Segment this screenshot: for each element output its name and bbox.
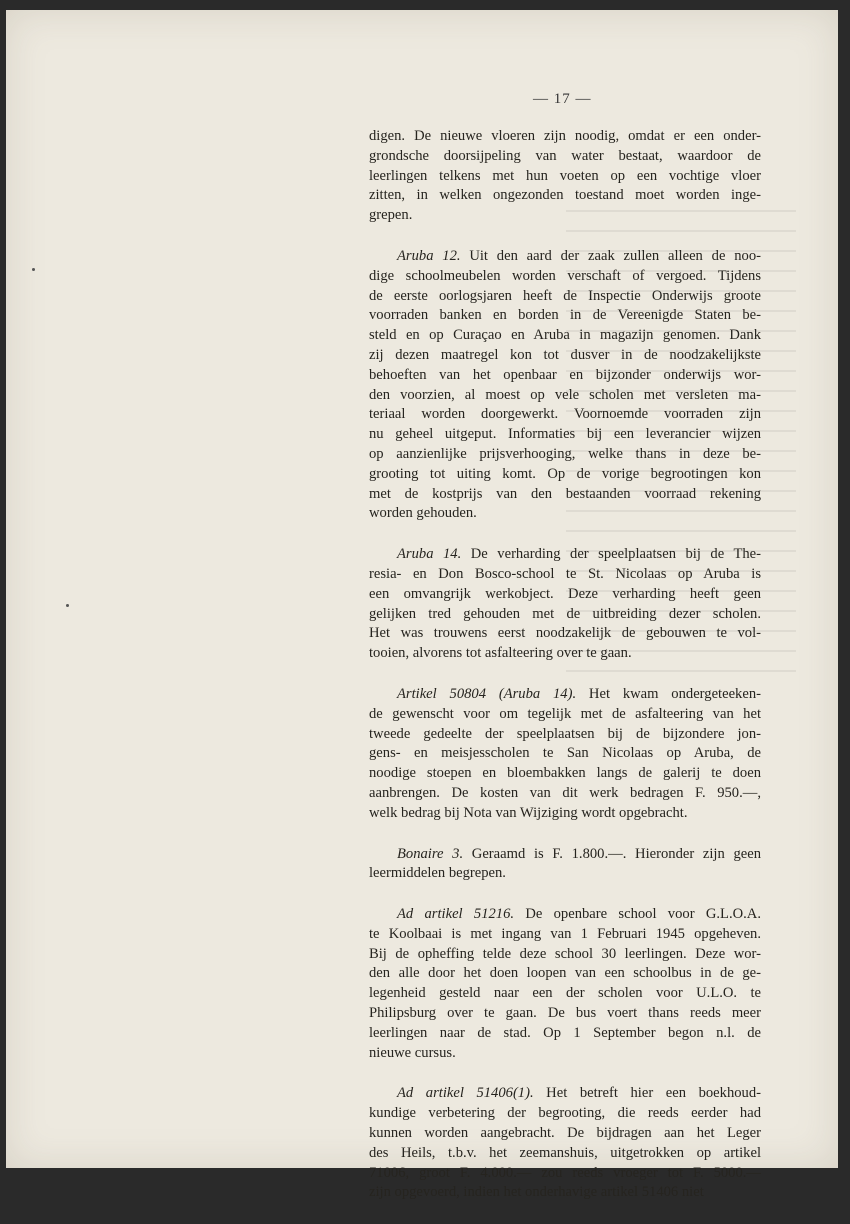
text-line [369, 1164, 761, 1184]
text-line [369, 247, 761, 267]
text-line [369, 605, 761, 625]
line-text: Geraamd is F. 1.800.—. Hieronder zijn geen [463, 845, 761, 862]
line-text: gens- en meisjesscholen te San Nicolaas op Aruba, de [369, 745, 761, 762]
line-text: de gewenscht voor om tegelijk met de asfalteering van het [369, 705, 761, 722]
line-text: nieuwe cursus. [369, 1044, 456, 1061]
line-text: een omvangrijk werkobject. Deze verharding heeft geen [369, 585, 761, 602]
body-text [369, 127, 761, 1224]
line-text: steld en op Curaçao en Aruba in magazijn genomen. Dank [369, 327, 761, 344]
text-line [369, 465, 761, 485]
line-text: op aanzienlijke prijsverhooging, welke thans in deze be- [369, 445, 761, 462]
text-line [369, 764, 761, 784]
text-line [369, 845, 761, 865]
paragraph-heading: Aruba 14. [397, 546, 462, 563]
line-text: welk bedrag bij Nota van Wijziging wordt opgebracht. [369, 804, 688, 821]
text-line [369, 306, 761, 326]
line-text: Het betreft hier een boekhoud- [533, 1085, 761, 1102]
text-line [369, 147, 761, 167]
text-line [369, 705, 761, 725]
line-text: grepen. [369, 207, 413, 224]
text-line [369, 1104, 761, 1124]
line-text: Philipsburg over te gaan. De bus voert thans reeds meer [369, 1005, 761, 1022]
line-text: Het kwam ondergeteeken- [576, 685, 761, 702]
line-text: Bij de opheffing telde deze school 30 leerlingen. Deze wor- [369, 945, 761, 962]
line-text: gelijken tred gehouden met de uitbreiding dezer scholen. [369, 605, 761, 622]
text-line [369, 585, 761, 605]
line-text: leerlingen telkens met hun voeten op een vochtige vloer [369, 167, 761, 184]
text-line [369, 1183, 761, 1203]
text-line [369, 267, 761, 287]
text-line [369, 1044, 761, 1064]
line-text: zitten, in welken ongezonden toestand moet worden inge- [369, 187, 761, 204]
paragraph-heading: Ad artikel 51216. [397, 906, 515, 923]
text-line [369, 206, 761, 226]
paragraph-p5 [369, 845, 761, 885]
paragraph-p3 [369, 545, 761, 664]
line-text: digen. De nieuwe vloeren zijn noodig, omdat er een onder- [369, 128, 761, 144]
line-text: 71006, groot F. 4.000.— zou reeds vroeger tot F. 5000.— [369, 1164, 761, 1181]
text-line [369, 504, 761, 524]
text-line [369, 386, 761, 406]
text-line [369, 445, 761, 465]
paragraph-p7 [369, 1084, 761, 1203]
margin-dot [66, 604, 69, 607]
text-line [369, 804, 761, 824]
text-line [369, 964, 761, 984]
text-line [369, 405, 761, 425]
text-line [369, 905, 761, 925]
line-text: Het was trouwens eerst noodzakelijk de gebouwen te vol- [369, 625, 761, 642]
text-line [369, 366, 761, 386]
paragraph-p4 [369, 685, 761, 824]
text-line [369, 725, 761, 745]
line-text: leerlingen naar de stad. Op 1 September begon n.l. de [369, 1024, 761, 1041]
line-text: nu geheel uitgeput. Informaties bij een leverancier wijzen [369, 426, 761, 443]
text-line [369, 1024, 761, 1044]
line-text: te Koolbaai is met ingang van 1 Februari 1945 opgeheven. [369, 925, 761, 942]
paragraph-heading: Bonaire 3. [397, 845, 464, 862]
paragraph-heading: Artikel 50804 (Aruba 14). [397, 685, 577, 702]
text-line [369, 167, 761, 187]
text-line [369, 127, 761, 147]
line-text: leermiddelen begrepen. [369, 865, 506, 882]
paragraph-p2 [369, 247, 761, 524]
text-line [369, 1144, 761, 1164]
line-text: den alle door het doen loopen van een schoolbus in de ge- [369, 965, 761, 982]
page-number: — 17 — [533, 91, 592, 107]
paragraph-p1 [369, 127, 761, 226]
line-text: legenheid gesteld naar een der scholen voor U.L.O. te [369, 985, 761, 1002]
line-text: de eerste oorlogsjaren heeft de Inspectie Onderwijs groote [369, 287, 761, 304]
line-text: zijn opgevoerd, indien het onderhavige artikel 51406 niet [369, 1184, 704, 1201]
text-line [369, 685, 761, 705]
text-line [369, 425, 761, 445]
margin-dot [32, 268, 35, 271]
text-line [369, 186, 761, 206]
line-text: teriaal worden doorgewerkt. Voornoemde voorraden zijn [369, 406, 761, 423]
text-line [369, 485, 761, 505]
text-line [369, 287, 761, 307]
line-text: behoeften van het openbaar en bijzonder onderwijs wor- [369, 366, 761, 383]
line-text: grondsche doorsijpeling van water bestaat, waardoor de [369, 147, 761, 164]
line-text: met de kostprijs van den bestaanden voorraad rekening [369, 485, 761, 502]
text-line [369, 1004, 761, 1024]
paragraph-p6 [369, 905, 761, 1063]
line-text: kundige verbetering der begrooting, die reeds eerder had [369, 1105, 761, 1122]
line-text: noodige stoepen en bloembakken langs de galerij te doen [369, 765, 761, 782]
line-text: De verharding der speelplaatsen bij de The- [461, 546, 762, 563]
line-text: des Heils, t.b.v. het zeemanshuis, uitgetrokken op artikel [369, 1144, 761, 1161]
text-line [369, 784, 761, 804]
text-line [369, 945, 761, 965]
line-text: grooting tot uiting komt. Op de vorige begrootingen kon [369, 465, 761, 482]
text-line [369, 644, 761, 664]
line-text: voorraden banken en borden in de Vereenigde Staten be- [369, 307, 761, 324]
line-text: resia- en Don Bosco-school te St. Nicolaas op Aruba is [369, 565, 761, 582]
text-line [369, 624, 761, 644]
text-line [369, 984, 761, 1004]
text-line [369, 346, 761, 366]
paragraph-heading: Ad artikel 51406(1). [397, 1085, 534, 1102]
paragraph-heading: Aruba 12. [397, 247, 461, 264]
line-text: den voorzien, al moest op vele scholen met versleten ma- [369, 386, 761, 403]
text-line [369, 326, 761, 346]
text-line [369, 864, 761, 884]
text-line [369, 1084, 761, 1104]
text-line [369, 545, 761, 565]
line-text: zij dezen maatregel kon tot dusver in de noodzakelijkste [369, 346, 761, 363]
line-text: tweede gedeelte der speelplaatsen bij de bijzondere jon- [369, 725, 761, 742]
line-text: worden gehouden. [369, 505, 477, 522]
line-text: dige schoolmeubelen worden verschaft of vergoed. Tijdens [369, 267, 761, 284]
text-line [369, 925, 761, 945]
text-line [369, 1124, 761, 1144]
text-line [369, 565, 761, 585]
line-text: Uit den aard der zaak zullen alleen de noo- [460, 247, 761, 264]
line-text: De openbare school voor G.L.O.A. [514, 906, 761, 923]
line-text: tooien, alvorens tot asfalteering over te gaan. [369, 645, 632, 662]
line-text: kunnen worden aangebracht. De bijdragen aan het Leger [369, 1125, 761, 1142]
text-line [369, 744, 761, 764]
line-text: aanbrengen. De kosten van dit werk bedragen F. 950.—, [369, 784, 761, 801]
